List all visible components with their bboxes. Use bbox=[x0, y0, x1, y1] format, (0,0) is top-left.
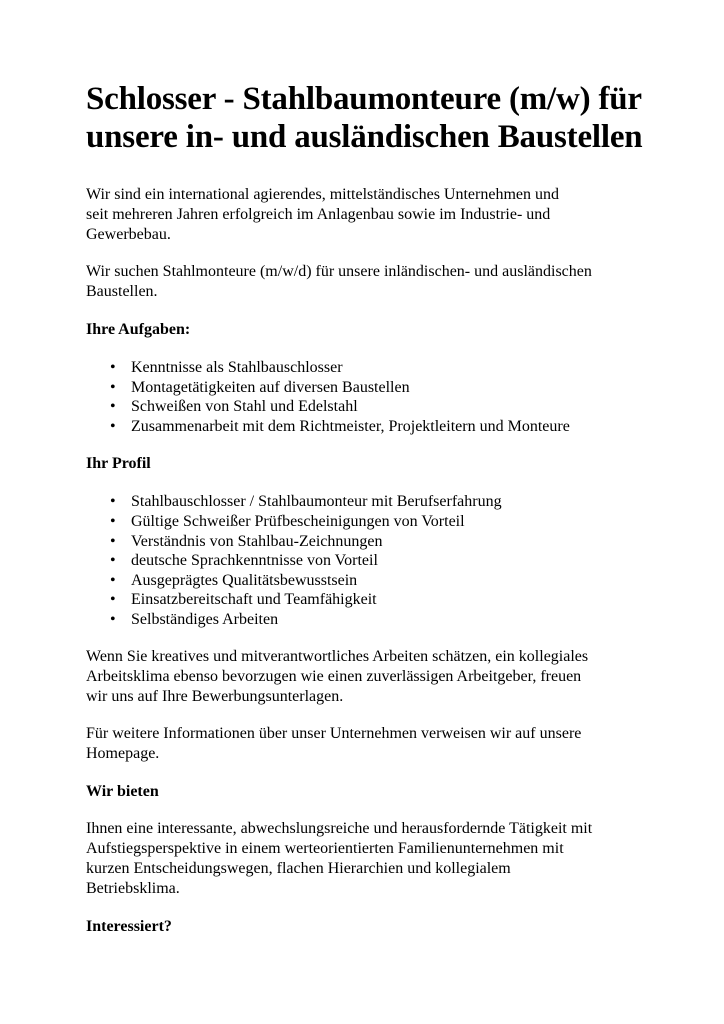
closing-paragraph bbox=[86, 647, 686, 707]
list-item bbox=[110, 417, 686, 437]
list-item bbox=[110, 378, 686, 398]
bullet-icon: • bbox=[110, 591, 116, 609]
info-line-2: Homepage. bbox=[86, 744, 160, 762]
list-item-text: Montagetätigkeiten auf diversen Baustellen bbox=[131, 378, 410, 396]
list-item-text: Gültige Schweißer Prüfbescheinigungen von Vorteil bbox=[131, 512, 465, 530]
list-item bbox=[110, 551, 686, 571]
bieten-paragraph bbox=[86, 819, 686, 899]
list-item bbox=[110, 571, 686, 591]
list-item-text: Ausgeprägtes Qualitätsbewusstsein bbox=[131, 571, 358, 589]
list-item-text: Stahlbauschlosser / Stahlbaumonteur mit Berufserfahrung bbox=[131, 493, 502, 511]
info-line-1: Für weitere Informationen über unser Unternehmen verweisen wir auf unsere bbox=[86, 724, 582, 742]
bullet-icon: • bbox=[110, 610, 116, 628]
list-item bbox=[110, 492, 686, 512]
search-paragraph bbox=[86, 262, 686, 302]
bullet-icon: • bbox=[110, 378, 116, 396]
closing-line-3: wir uns auf Ihre Bewerbungsunterlagen. bbox=[86, 687, 344, 705]
profil-heading: Ihr Profil bbox=[86, 455, 151, 473]
aufgaben-heading: Ihre Aufgaben: bbox=[86, 321, 191, 338]
bullet-icon: • bbox=[110, 417, 116, 435]
bieten-line-3: kurzen Entscheidungswegen, flachen Hierarchien und kollegialem bbox=[86, 859, 511, 877]
title-line-1: Schlosser - Stahlbaumonteure (m/w) für bbox=[86, 81, 642, 117]
interessiert-heading: Interessiert? bbox=[86, 917, 172, 935]
intro-line-2: seit mehreren Jahren erfolgreich im Anlagenbau sowie im Industrie- und bbox=[86, 206, 551, 223]
list-item bbox=[110, 532, 686, 552]
bullet-icon: • bbox=[110, 512, 116, 530]
document-page bbox=[86, 80, 686, 937]
bullet-icon: • bbox=[110, 398, 116, 416]
list-item-text: Einsatzbereitschaft und Teamfähigkeit bbox=[131, 591, 377, 609]
bieten-line-1: Ihnen eine interessante, abwechslungsreiche und herausfordernde Tätigkeit mit bbox=[86, 819, 593, 837]
list-item bbox=[110, 512, 686, 532]
intro-paragraph bbox=[86, 185, 686, 245]
search-line-1: Wir suchen Stahlmonteure (m/w/d) für unsere inländischen- und ausländischen bbox=[86, 263, 592, 280]
list-item bbox=[110, 358, 686, 378]
list-item-text: Kenntnisse als Stahlbauschlosser bbox=[131, 359, 343, 376]
list-item-text: Zusammenarbeit mit dem Richtmeister, Projektleitern und Monteure bbox=[131, 417, 570, 435]
profil-list bbox=[86, 492, 686, 629]
info-paragraph bbox=[86, 724, 686, 764]
bullet-icon: • bbox=[110, 571, 116, 589]
closing-line-1: Wenn Sie kreatives und mitverantwortliches Arbeiten schätzen, ein kollegiales bbox=[86, 647, 589, 665]
list-item-text: Selbständiges Arbeiten bbox=[131, 610, 279, 628]
aufgaben-list bbox=[86, 358, 686, 436]
page-title bbox=[86, 80, 686, 156]
bullet-icon: • bbox=[110, 532, 116, 550]
list-item-text: Schweißen von Stahl und Edelstahl bbox=[131, 398, 358, 416]
bieten-line-2: Aufstiegsperspektive in einem werteorientierten Familienunternehmen mit bbox=[86, 839, 564, 857]
list-item-text: deutsche Sprachkenntnisse von Vorteil bbox=[131, 552, 378, 570]
list-item bbox=[110, 397, 686, 417]
bieten-line-4: Betriebsklima. bbox=[86, 879, 180, 897]
closing-line-2: Arbeitsklima ebenso bevorzugen wie einen zuverlässigen Arbeitgeber, freuen bbox=[86, 667, 582, 685]
intro-line-3: Gewerbebau. bbox=[86, 226, 171, 243]
bullet-icon: • bbox=[110, 359, 116, 376]
bieten-heading: Wir bieten bbox=[86, 782, 159, 800]
list-item-text: Verständnis von Stahlbau-Zeichnungen bbox=[131, 532, 383, 550]
title-line-2: unsere in- und ausländischen Baustellen bbox=[86, 119, 643, 155]
list-item bbox=[110, 610, 686, 630]
list-item bbox=[110, 590, 686, 610]
bullet-icon: • bbox=[110, 552, 116, 570]
intro-line-1: Wir sind ein international agierendes, mittelständisches Unternehmen und bbox=[86, 186, 559, 203]
bullet-icon: • bbox=[110, 493, 116, 511]
search-line-2: Baustellen. bbox=[86, 283, 158, 300]
